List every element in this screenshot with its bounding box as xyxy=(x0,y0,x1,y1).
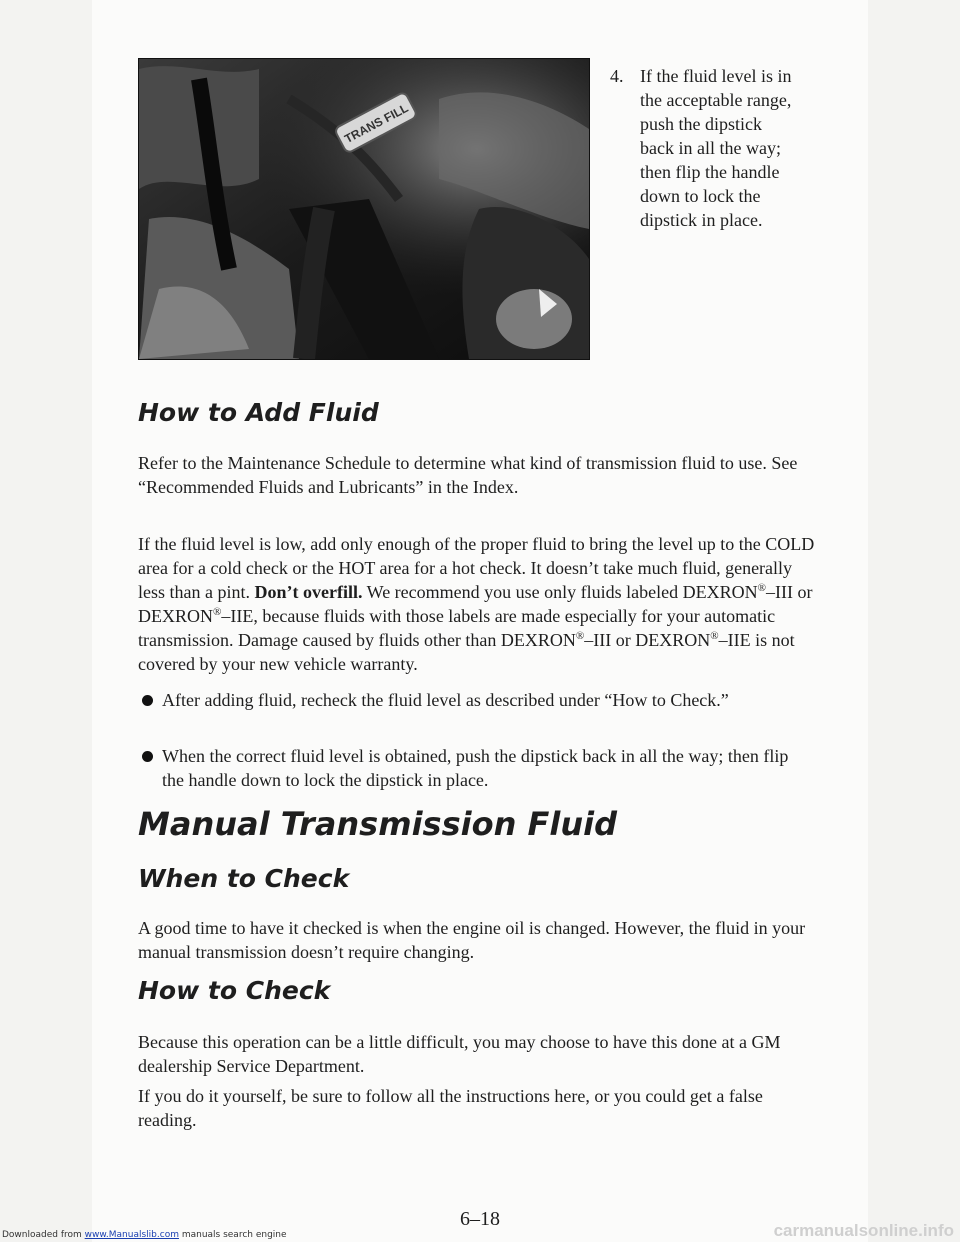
add-fluid-paragraph-2: If the fluid level is low, add only enough of the proper fluid to bring the level up to the COLD area for a cold check or the HOT area for a hot check. It doesn’t take much fluid, generally less than a pint. Don’t overfill. We recommend you use only fluids labeled DEXRON®–III or DEXRON®–IIE, because fluids with those labels are made especially for your automatic transmission. Damage caused by fluids other than DEXRON®–III or DEXRON®–IIE is not covered by your new vehicle warranty. xyxy=(138,534,815,674)
manual-transmission-fluid-heading: Manual Transmission Fluid xyxy=(138,805,617,843)
how-to-check-heading: How to Check xyxy=(138,976,331,1005)
bullet-icon xyxy=(142,695,153,706)
bullet-icon xyxy=(142,751,153,762)
page-number: 6–18 xyxy=(460,1208,500,1230)
add-fluid-paragraph-1: Refer to the Maintenance Schedule to determine what kind of transmission fluid to use. See “Recommended Fluids and Lubricants” in the Index. xyxy=(138,453,798,497)
step-text: If the fluid level is in the acceptable range, push the dipstick back in all the way; then flip the handle down to lock the dipstick in place. xyxy=(640,66,792,230)
how-to-check-paragraph-1: Because this operation can be a little difficult, you may choose to have this done at a GM dealership Service Department. xyxy=(138,1032,781,1076)
step-number: 4. xyxy=(610,66,624,86)
trans-fill-label: TRANS FILL xyxy=(342,100,411,147)
how-to-add-fluid-heading: How to Add Fluid xyxy=(138,398,379,427)
engine-bay-image xyxy=(139,59,589,359)
when-to-check-paragraph: A good time to have it checked is when the engine oil is changed. However, the fluid in your manual transmission doesn’t require changing. xyxy=(138,918,806,962)
dont-overfill-warning: Don’t overfill. xyxy=(254,582,363,602)
download-source-note: Downloaded from www.Manualslib.com manuals search engine xyxy=(2,1230,287,1240)
how-to-check-paragraph-2: If you do it yourself, be sure to follow all the instructions here, or you could get a false reading. xyxy=(138,1086,763,1130)
manualslib-link[interactable]: www.Manualslib.com xyxy=(84,1230,179,1240)
site-watermark: carmanualsonline.info xyxy=(773,1221,954,1240)
when-to-check-heading: When to Check xyxy=(138,864,350,893)
transmission-dipstick-photo xyxy=(138,58,590,360)
